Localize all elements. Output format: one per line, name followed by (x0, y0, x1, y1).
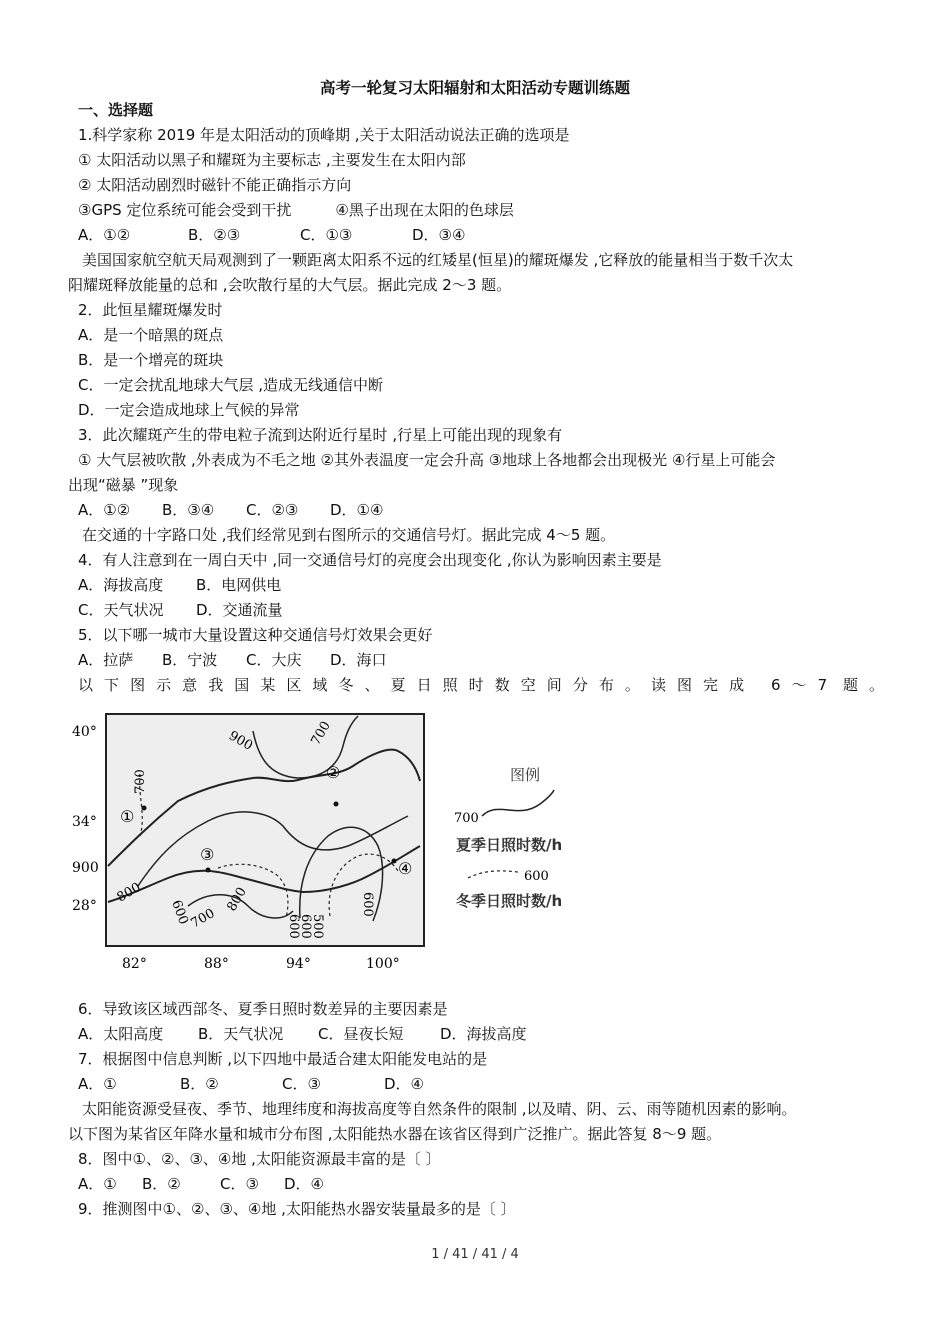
intro-2-3-line-1: 美国国家航空航天局观测到了一颗距离太阳系不远的红矮星(恒星)的耀斑爆发 ,它释放的能量相当于数千次太 (82, 251, 794, 269)
contour-label: 600 (298, 914, 313, 939)
contour-label: 900 (226, 728, 256, 754)
q1-option-d: D．③④ (412, 226, 466, 244)
legend-solid-line (482, 790, 554, 816)
legend-winter-value: 600 (524, 869, 549, 884)
site-label-4: ④ (398, 859, 413, 878)
q8-option-b: B．② (142, 1175, 181, 1193)
q7-stem: 7．根据图中信息判断 ,以下四地中最适合建太阳能发电站的是 (78, 1050, 488, 1068)
legend-dashed-line (468, 871, 518, 878)
legend-title: 图例 (510, 766, 541, 784)
legend-summer-label: 夏季日照时数/h (456, 836, 563, 854)
q2-option-b: B．是一个增亮的斑块 (78, 351, 224, 369)
q5-option-b: B．宁波 (162, 651, 218, 669)
q6-option-b: B．天气状况 (198, 1025, 284, 1043)
q2-stem: 2．此恒星耀斑爆发时 (78, 301, 223, 319)
q1-stem: 1.科学家称 2019 年是太阳活动的顶峰期 ,关于太阳活动说法正确的选项是 (78, 126, 570, 144)
q1-option-b: B．②③ (188, 226, 241, 244)
page-footer: 1 / 41 / 41 / 4 (431, 1247, 519, 1262)
left-edge-value: 900 (72, 860, 99, 876)
contour-label: 800 (114, 880, 144, 906)
legend-winter-label: 冬季日照时数/h (456, 892, 563, 910)
q5-options (78, 650, 387, 670)
q7-option-b: B．② (180, 1075, 219, 1093)
lon-label-94: 94° (286, 956, 311, 972)
q9-stem: 9．推测图中①、②、③、④地 ,太阳能热水器安装量最多的是〔 〕 (78, 1200, 516, 1218)
q8-options (78, 1174, 324, 1194)
q3-statements-line-1: ① 大气层被吹散 ,外表成为不毛之地 ②其外表温度一定会升高 ③地球上各地都会出现极光 ④行星上可能会 (78, 451, 776, 469)
q1-statement-3-4 (78, 200, 514, 220)
intro-8-9-line-1: 太阳能资源受昼夜、季节、地理纬度和海拔高度等自然条件的限制 ,以及晴、阴、云、雨等随机因素的影响。 (82, 1100, 797, 1118)
q3-option-c: C．②③ (246, 501, 299, 519)
lon-label-88: 88° (204, 956, 229, 972)
q6-option-c: C．昼夜长短 (318, 1025, 404, 1043)
sunshine-hours-map (68, 706, 428, 974)
contour-label: 700 (133, 769, 148, 794)
q5-option-a: A．拉萨 (78, 651, 134, 669)
q4-options-row-1 (78, 575, 281, 595)
q4-option-a: A．海拔高度 (78, 576, 164, 594)
q5-option-d: D．海口 (330, 651, 387, 669)
q1-statement-1: ① 太阳活动以黑子和耀斑为主要标志 ,主要发生在太阳内部 (78, 151, 466, 169)
q8-option-a: A．① (78, 1175, 117, 1193)
q3-option-d: D．①④ (330, 501, 384, 519)
q4-options-row-2 (78, 600, 283, 620)
site-label-2: ② (326, 763, 341, 782)
q6-stem: 6．导致该区域西部冬、夏季日照时数差异的主要因素是 (78, 1000, 448, 1018)
contour-label: 600 (286, 914, 301, 939)
q3-stem: 3．此次耀斑产生的带电粒子流到达附近行星时 ,行星上可能出现的现象有 (78, 426, 563, 444)
q2-option-c: C．一定会扰乱地球大气层 ,造成无线通信中断 (78, 376, 384, 394)
q8-stem: 8．图中①、②、③、④地 ,太阳能资源最丰富的是〔 〕 (78, 1150, 441, 1168)
q7-options (78, 1074, 424, 1094)
intro-6-7: 以下图示意我国某区域冬、夏日照时数空间分布。读图完成 6～7 题。 (78, 676, 884, 694)
contour-label: 700 (308, 718, 334, 748)
lat-label-34: 34° (72, 814, 97, 830)
q4-option-c: C．天气状况 (78, 601, 164, 619)
q8-option-c: C．③ (220, 1175, 259, 1193)
site-dot (206, 868, 211, 873)
q3-statements-line-2: 出现“磁暴 ”现象 (68, 476, 179, 494)
q1-option-c: C．①③ (300, 226, 353, 244)
q6-option-d: D．海拔高度 (440, 1025, 527, 1043)
q1-option-a: A．①② (78, 226, 131, 244)
contour-label: 600 (168, 898, 191, 927)
site-dot (142, 806, 147, 811)
site-dot (392, 859, 397, 864)
q1-statement-2: ② 太阳活动剧烈时磁针不能正确指示方向 (78, 176, 352, 194)
q7-option-a: A．① (78, 1075, 117, 1093)
q8-option-d: D．④ (284, 1175, 324, 1193)
q3-option-b: B．③④ (162, 501, 215, 519)
q5-option-c: C．大庆 (246, 651, 302, 669)
contour-label: 700 (188, 906, 218, 932)
q5-stem: 5．以下哪一城市大量设置这种交通信号灯效果会更好 (78, 626, 433, 644)
site-label-1: ① (120, 807, 135, 826)
contour-label: 600 (360, 892, 375, 917)
q6-options (78, 1024, 527, 1044)
lat-label-40: 40° (72, 724, 97, 740)
q7-option-d: D．④ (384, 1075, 424, 1093)
document-title: 高考一轮复习太阳辐射和太阳活动专题训练题 (319, 79, 630, 97)
legend-summer-value: 700 (454, 811, 479, 826)
q1-options (78, 225, 465, 245)
intro-2-3-line-2: 阳耀斑释放能量的总和 ,会吹散行星的大气层。据此完成 2～3 题。 (68, 276, 512, 294)
site-label-3: ③ (200, 845, 215, 864)
q4-option-b: B．电网供电 (196, 576, 282, 594)
q7-option-c: C．③ (282, 1075, 321, 1093)
q1-statement-4: ④黑子出现在太阳的色球层 (335, 201, 514, 219)
q4-stem: 4．有人注意到在一周白天中 ,同一交通信号灯的亮度会出现变化 ,你认为影响因素主要是 (78, 551, 662, 569)
lon-label-82: 82° (122, 956, 147, 972)
intro-8-9-line-2: 以下图为某省区年降水量和城市分布图 ,太阳能热水器在该省区得到广泛推广。据此答复 8～9 题。 (68, 1125, 722, 1143)
q3-option-a: A．①② (78, 501, 131, 519)
q1-statement-3: ③GPS 定位系统可能会受到干扰 (78, 201, 292, 219)
q6-option-a: A．太阳高度 (78, 1025, 164, 1043)
lat-label-28: 28° (72, 898, 97, 914)
contour-label: 500 (310, 914, 325, 939)
site-dot (334, 802, 339, 807)
q2-option-a: A．是一个暗黑的斑点 (78, 326, 224, 344)
map-legend (448, 760, 628, 920)
section-heading: 一、选择题 (78, 101, 154, 119)
q4-option-d: D．交通流量 (196, 601, 283, 619)
q3-options (78, 500, 383, 520)
q2-option-d: D．一定会造成地球上气候的异常 (78, 401, 300, 419)
lon-label-100: 100° (366, 956, 400, 972)
contour-label: 800 (224, 884, 250, 914)
intro-4-5: 在交通的十字路口处 ,我们经常见到右图所示的交通信号灯。据此完成 4～5 题。 (82, 526, 616, 544)
